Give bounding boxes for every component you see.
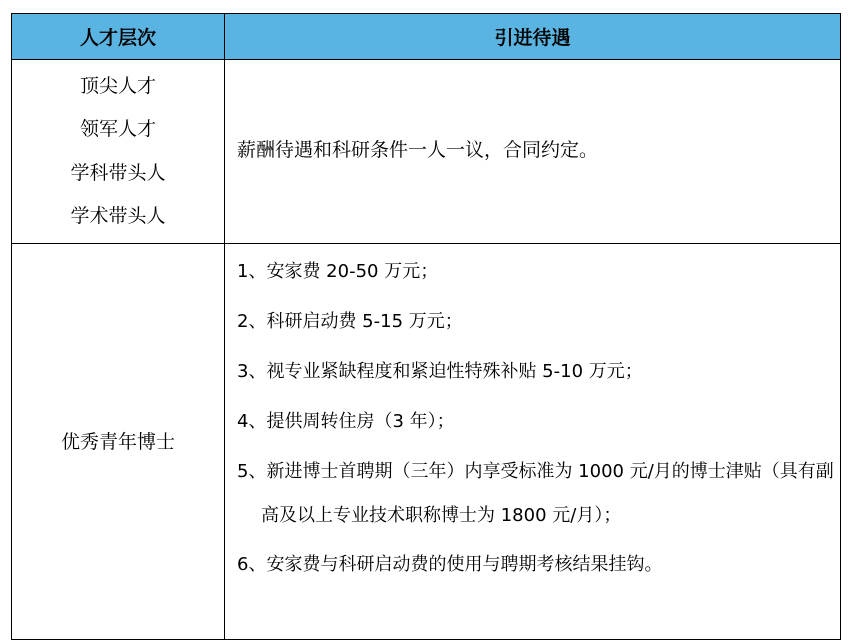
treatment-cell: 薪酬待遇和科研条件一人一议，合同约定。 [225, 60, 841, 244]
treatment-item: 6、安家费与科研启动费的使用与聘期考核结果挂钩。 [237, 554, 663, 575]
talent-level-cell: 优秀青年博士 [12, 244, 225, 640]
treatment-item: 3、视专业紧缺程度和紧迫性特殊补贴 5-10 万元； [237, 361, 643, 382]
header-row [12, 14, 841, 60]
table-row [12, 60, 841, 244]
treatment-item: 4、提供周转住房（3 年）； [237, 411, 455, 432]
level-item: 顶尖人才 [79, 74, 156, 97]
treatment-item: 2、科研启动费 5-15 万元； [237, 311, 463, 332]
treatment-item: 5、新进博士首聘期（三年）内享受标准为 1000 元/月的博士津贴（具有副高及以上专业技术职称博士为 1800 元/月）； [237, 461, 834, 526]
talent-levels-cell [12, 60, 225, 244]
level-item: 领军人才 [79, 118, 156, 140]
header-treatment: 引进待遇 [225, 14, 841, 60]
treatment-item: 1、安家费 20-50 万元； [237, 261, 439, 282]
treatment-list-cell [225, 244, 841, 640]
header-talent-level: 人才层次 [12, 14, 225, 60]
table-row [12, 244, 841, 640]
level-item: 学科带头人 [70, 161, 166, 184]
level-item: 学术带头人 [70, 205, 166, 227]
talent-treatment-table [11, 13, 841, 640]
